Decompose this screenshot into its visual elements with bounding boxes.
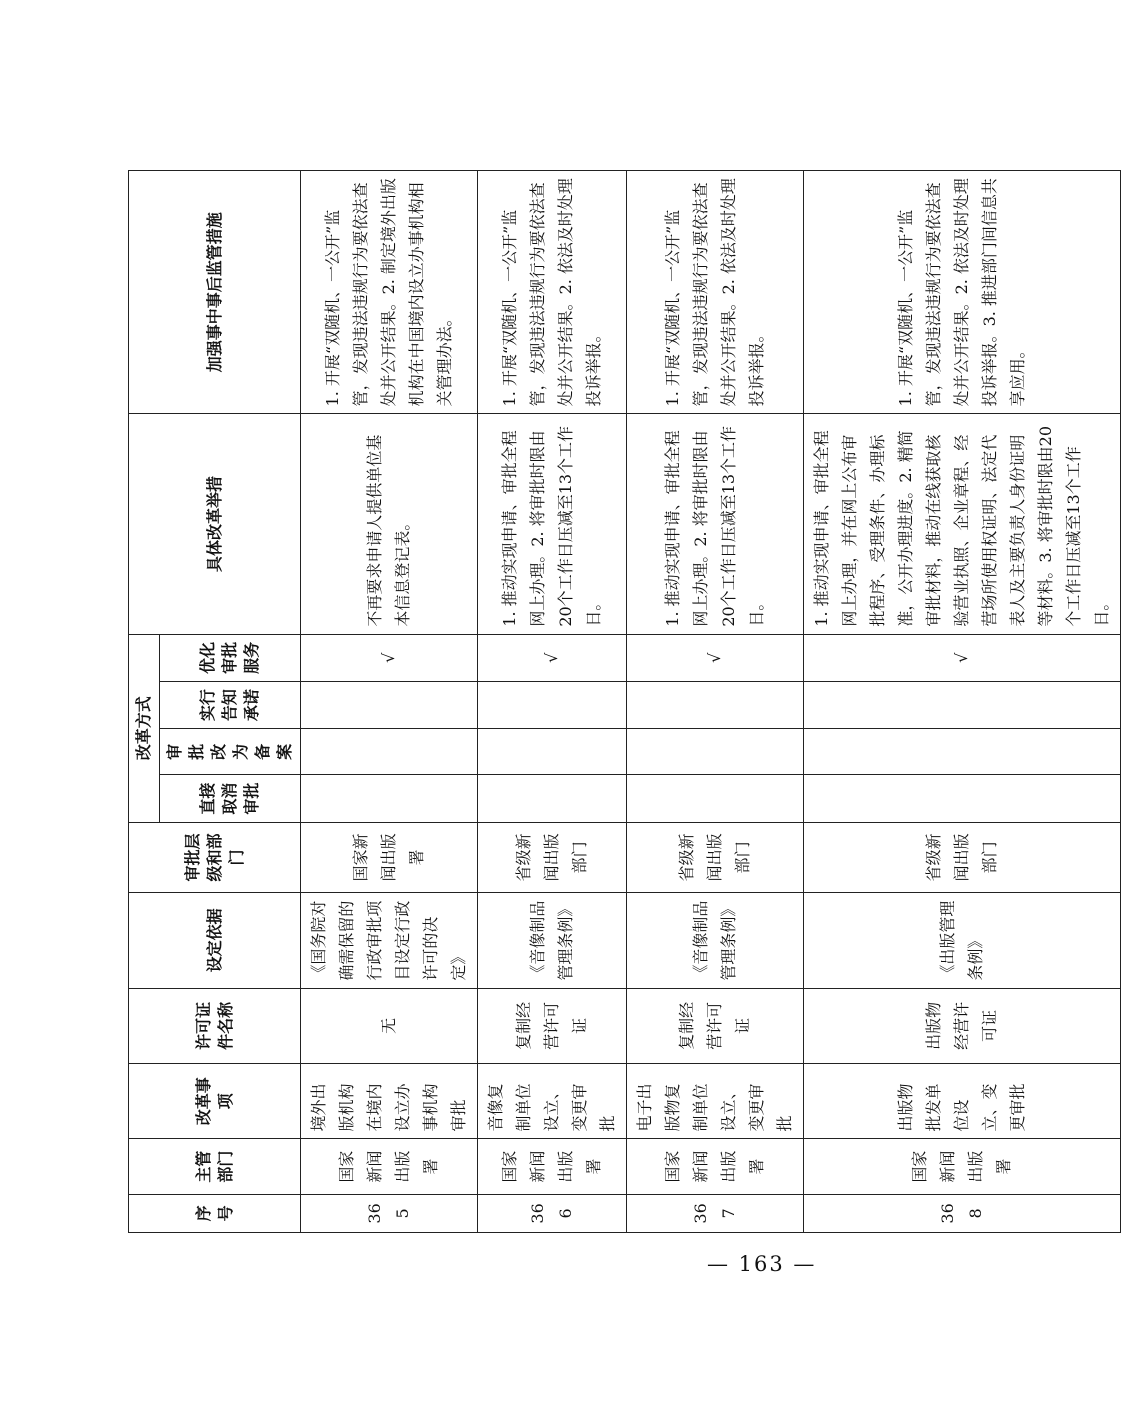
- header-seq: 序号: [129, 1194, 301, 1232]
- cell-measures: 1. 推动实现申请、审批全程网上办理。2. 将审批时限由20个工作日压减至13个工作日。: [478, 414, 627, 634]
- header-method-optimize: 优化审批服务: [160, 634, 301, 681]
- cell-method-cancel: [301, 775, 478, 822]
- cell-basis: 《音像制品管理条例》: [478, 893, 627, 989]
- cell-method-cancel: [804, 775, 1121, 822]
- cell-method-notify: [804, 681, 1121, 728]
- cell-method-notify: [627, 681, 804, 728]
- cell-license: 无: [301, 988, 478, 1063]
- cell-basis: 《音像制品管理条例》: [627, 893, 804, 989]
- cell-license: 复制经营许可证: [627, 988, 804, 1063]
- cell-basis: 《出版管理条例》: [804, 893, 1121, 989]
- cell-supervision: 1. 开展“双随机、一公开”监管，发现违法违规行为要依法查处并公开结果。2. 依法及时处理投诉举报。: [478, 171, 627, 414]
- table-row: [301, 171, 478, 1233]
- cell-supervision: 1. 开展“双随机、一公开”监管，发现违法违规行为要依法查处并公开结果。2. 制定境外出版机构在中国境内设立办事机构相关管理办法。: [301, 171, 478, 414]
- cell-item: 出版物批发单位设立、变更审批: [804, 1064, 1121, 1139]
- cell-item: 电子出版物复制单位设立、变更审批: [627, 1064, 804, 1139]
- cell-dept: 国家新闻出版署: [478, 1139, 627, 1194]
- header-level: 审批层级和部门: [129, 822, 301, 892]
- cell-method-cancel: [627, 775, 804, 822]
- cell-basis: 《国务院对确需保留的行政审批项目设定行政许可的决定》: [301, 893, 478, 989]
- page-number: — 163 —: [707, 1252, 817, 1276]
- header-license: 许可证件名称: [129, 988, 301, 1063]
- cell-measures: 1. 推动实现申请、审批全程网上办理，并在网上公布审批程序、受理条件、办理标准，公开办理进度。2. 精简审批材料，推动在线获取核验营业执照、企业章程、经营场所使用权证明、法定代表人及主要负责人身份证明等材料。3. 将审批时限由20个工作日压减至13个工作日。: [804, 414, 1121, 634]
- header-item: 改革事项: [129, 1064, 301, 1139]
- cell-method-record: [478, 729, 627, 775]
- header-method-notify: 实行告知承诺: [160, 681, 301, 728]
- header-supervision: 加强事中事后监管措施: [129, 171, 301, 414]
- cell-dept: 国家新闻出版署: [627, 1139, 804, 1194]
- table-row: [804, 171, 1121, 1233]
- cell-method-notify: [478, 681, 627, 728]
- cell-seq: 365: [301, 1194, 478, 1232]
- header-basis: 设定依据: [129, 893, 301, 989]
- cell-level: 国家新闻出版署: [301, 822, 478, 892]
- cell-dept: 国家新闻出版署: [804, 1139, 1121, 1194]
- cell-method-record: [627, 729, 804, 775]
- cell-level: 省级新闻出版部门: [804, 822, 1121, 892]
- cell-license: 复制经营许可证: [478, 988, 627, 1063]
- table-row: [627, 171, 804, 1233]
- table-row: [478, 171, 627, 1233]
- cell-item: 音像复制单位设立、变更审批: [478, 1064, 627, 1139]
- header-method-record: 审批改为备案: [160, 729, 301, 775]
- header-method: 改革方式: [129, 634, 160, 822]
- cell-license: 出版物经营许可证: [804, 988, 1121, 1063]
- cell-seq: 367: [627, 1194, 804, 1232]
- check-mark: √: [301, 634, 478, 681]
- header-dept: 主管部门: [129, 1139, 301, 1194]
- cell-measures: 1. 推动实现申请、审批全程网上办理。2. 将审批时限由20个工作日压减至13个工作日。: [627, 414, 804, 634]
- check-mark: √: [804, 634, 1121, 681]
- header-method-cancel: 直接取消审批: [160, 775, 301, 822]
- cell-level: 省级新闻出版部门: [478, 822, 627, 892]
- check-mark: √: [478, 634, 627, 681]
- header-row-1: [129, 171, 160, 1233]
- cell-level: 省级新闻出版部门: [627, 822, 804, 892]
- header-measures: 具体改革举措: [129, 414, 301, 634]
- cell-method-record: [301, 729, 478, 775]
- cell-seq: 368: [804, 1194, 1121, 1232]
- rotated-table-wrapper: [128, 170, 1111, 1233]
- cell-supervision: 1. 开展“双随机、一公开”监管，发现违法违规行为要依法查处并公开结果。2. 依法及时处理投诉举报。: [627, 171, 804, 414]
- cell-method-notify: [301, 681, 478, 728]
- cell-supervision: 1. 开展“双随机、一公开”监管，发现违法违规行为要依法查处并公开结果。2. 依法及时处理投诉举报。3. 推进部门间信息共享应用。: [804, 171, 1121, 414]
- reform-table: [128, 170, 1121, 1233]
- cell-method-cancel: [478, 775, 627, 822]
- cell-method-record: [804, 729, 1121, 775]
- cell-measures: 不再要求申请人提供单位基本信息登记表。: [301, 414, 478, 634]
- cell-item: 境外出版机构在境内设立办事机构审批: [301, 1064, 478, 1139]
- check-mark: √: [627, 634, 804, 681]
- cell-seq: 366: [478, 1194, 627, 1232]
- cell-dept: 国家新闻出版署: [301, 1139, 478, 1194]
